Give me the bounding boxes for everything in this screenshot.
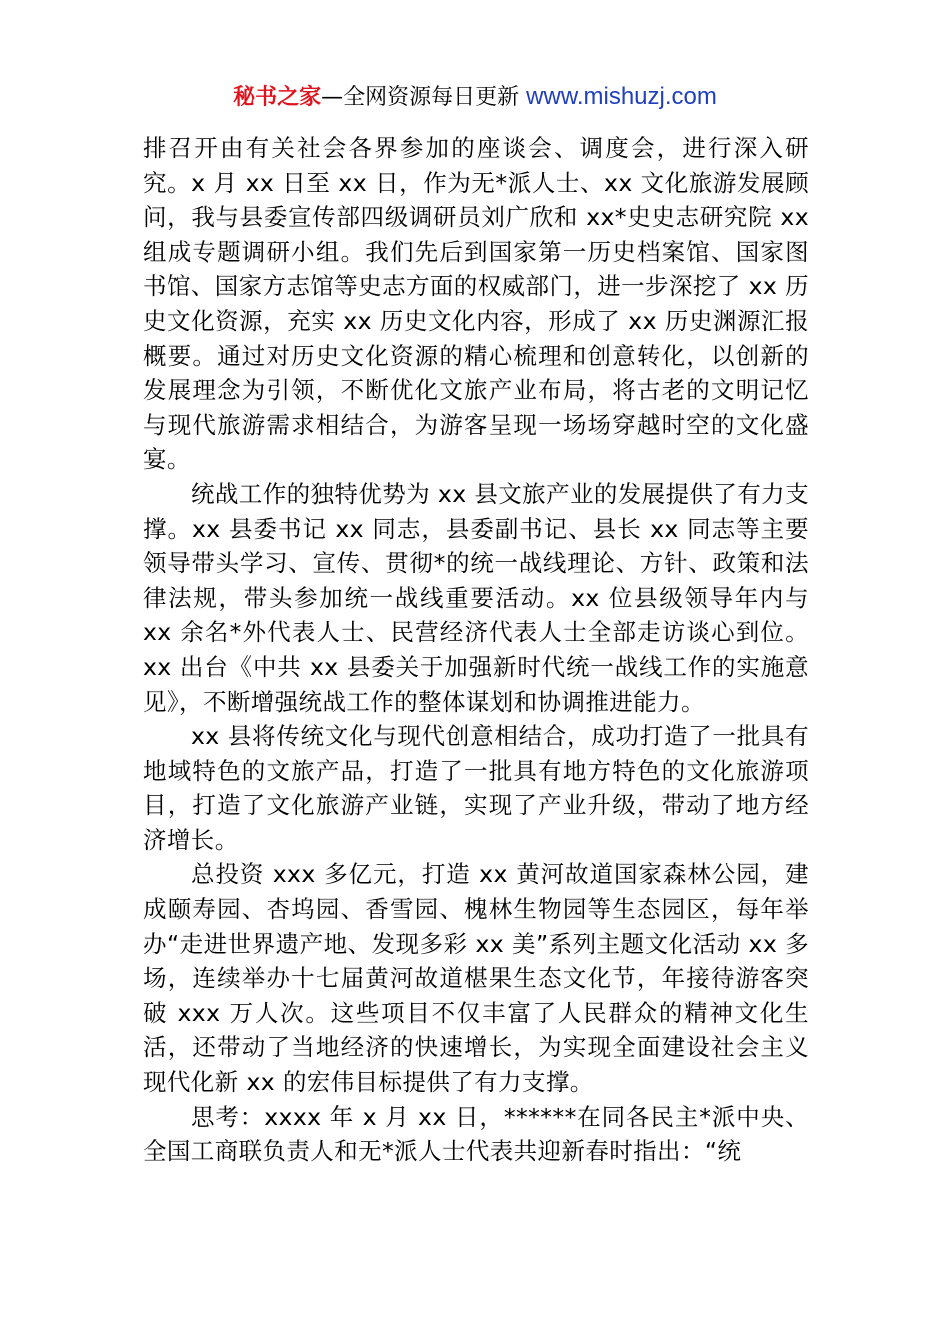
document-body bbox=[143, 131, 809, 1169]
paragraph-5: 思考：xxxx 年 x 月 xx 日，******在同各民主*派中央、全国工商联负责人和无*派人士代表共迎新春时指出：“统 bbox=[143, 1102, 809, 1166]
paragraph-2: 统战工作的独特优势为 xx 县文旅产业的发展提供了有力支撑。xx 县委书记 xx 同志，县委副书记、县长 xx 同志等主要领导带头学习、宣传、贯彻*的统一战线理论、方针、政策和法律法规，带头参加统一战线重要活动。xx 位县级领导年内与 xx 余名*外代表人士、民营经济代表人士全部走访谈心到位。xx 出台《中共 xx 县委关于加强新时代统一战线工作的实施意见》，不断增强统战工作的整体谋划和协调推进能力。 bbox=[143, 479, 809, 716]
paragraph-4: 总投资 xxx 多亿元，打造 xx 黄河故道国家森林公园，建成颐寿园、杏坞园、香雪园、槐林生物园等生态园区，每年举办“走进世界遗产地、发现多彩 xx 美”系列主题文化活动 xx 多场，连续举办十七届黄河故道椹果生态文化节，年接待游客突破 xxx 万人次。这些项目不仅丰富了人民群众的精神文化生活，还带动了当地经济的快速增长，为实现全面建设社会主义现代化新 xx 的宏伟目标提供了有力支撑。 bbox=[143, 860, 809, 1097]
website-link[interactable]: www.mishuzj.com bbox=[526, 83, 717, 110]
paragraph-3: xx 县将传统文化与现代创意相结合，成功打造了一批具有地域特色的文旅产品，打造了一批具有地方特色的文化旅游项目，打造了文化旅游产业链，实现了产业升级，带动了地方经济增长。 bbox=[143, 722, 809, 854]
brand-name: 秘书之家 bbox=[233, 85, 322, 110]
page-header bbox=[0, 80, 950, 115]
header-tagline: —全网资源每日更新 bbox=[321, 85, 527, 110]
paragraph-1: 排召开由有关社会各界参加的座谈会、调度会，进行深入研究。x 月 xx 日至 xx 日，作为无*派人士、xx 文化旅游发展顾问，我与县委宣传部四级调研员刘广欣和 xx*史史志研究院 xx 组成专题调研小组。我们先后到国家第一历史档案馆、国家图书馆、国家方志馆等史志方面的权威部门，进一步深挖了 xx 历史文化资源，充实 xx 历史文化内容，形成了 xx 历史渊源汇报概要。通过对历史文化资源的精心梳理和创意转化，以创新的发展理念为引领，不断优化文旅产业布局，将古老的文明记忆与现代旅游需求相结合，为游客呈现一场场穿越时空的文化盛宴。 bbox=[143, 134, 809, 474]
